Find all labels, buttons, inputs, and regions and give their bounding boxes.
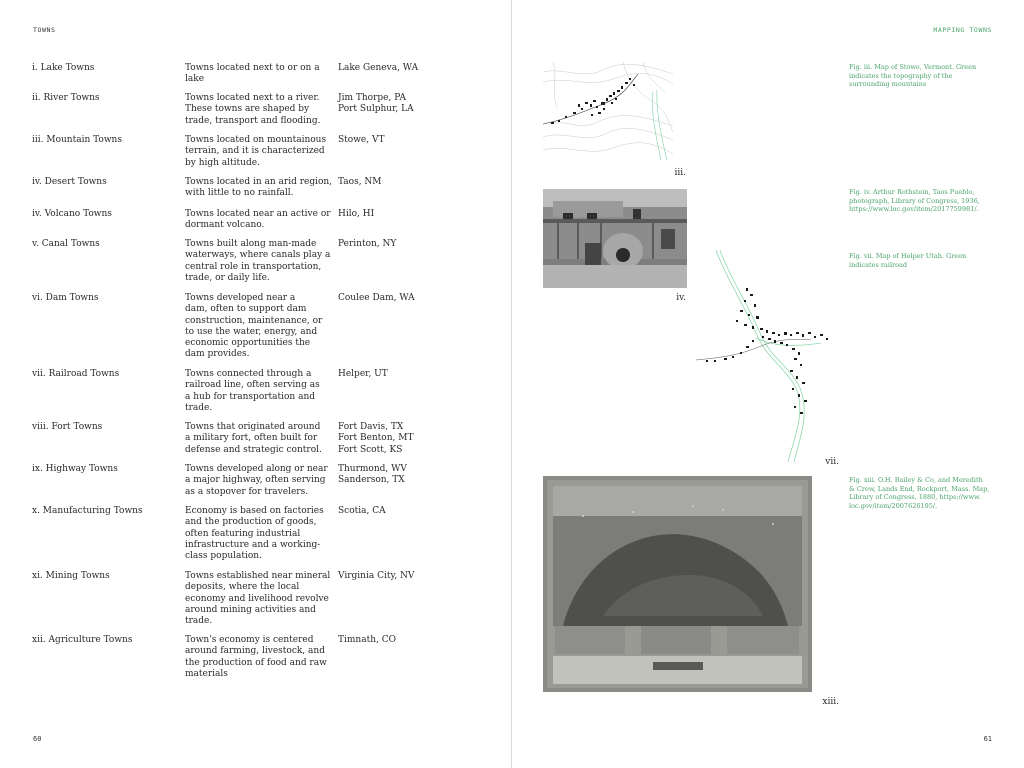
example-town [338,239,503,250]
town-type-description [185,464,333,498]
description-line: Towns located near an active or [185,209,331,219]
example-town [338,63,503,74]
running-head-left: TOWNS [33,26,56,34]
example-town [338,209,503,220]
example-town-line: Thurmond, WV [338,464,407,474]
example-town [338,635,503,646]
example-town [338,422,503,456]
town-type-name: iv. Desert Towns [32,177,107,187]
description-line: dam provides. [185,349,250,360]
description-line: Towns located on mountainous [185,135,327,145]
description-line: construction, maintenance, or [185,315,323,326]
town-type-description [185,635,333,680]
figure-numeral-iii: iii. [674,168,686,178]
town-type-description [185,135,333,169]
description-line: class population. [185,551,262,562]
town-type-description [185,506,333,562]
example-town-line: Perinton, NY [338,239,397,249]
town-type-name: xii. Agriculture Towns [32,635,133,645]
stowe-map-figure [543,62,673,162]
description-line: deposits, where the local [185,582,300,593]
town-type-description [185,571,333,627]
taos-pueblo-photograph [543,189,687,288]
description-line: trade, transport and flooding. [185,115,321,126]
example-town-line: Coulee Dam, WA [338,293,415,303]
town-type-name: viii. Fort Towns [32,422,103,432]
description-line: around mining activities and [185,604,316,615]
example-town [338,369,503,380]
description-line: and the production of goods, [185,517,317,528]
description-line: a military fort, often built for [185,433,318,444]
description-line: by high altitude. [185,157,260,168]
town-type-description [185,93,333,127]
town-type-name: ii. River Towns [32,93,100,103]
town-type-name: vii. Railroad Towns [32,369,120,379]
town-type-name: x. Manufacturing Towns [32,506,143,516]
caption-fig-vii: Fig. vii. Map of Helper Utah. Green indicates railroad [849,252,967,269]
page-number-right: 61 [983,735,992,743]
example-town-line: Scotia, CA [338,506,386,516]
description-line: waterways, where canals play a [185,250,331,261]
example-town-line: Fort Scott, KS [338,444,403,455]
example-town [338,464,503,487]
description-line: terrain, and it is characterized [185,146,325,157]
example-town-line: Port Sulphur, LA [338,104,414,115]
example-town-line: Fort Davis, TX [338,422,404,432]
description-line: dormant volcano. [185,220,265,231]
description-line: to use the water, energy, and [185,326,318,337]
caption-fig-xiii: Fig. xiii. O.H. Bailey & Co, and Meredith & Crow, Lands End, Rockport, Mass. Map, Library of Congress, 1880, https://www. loc.gov/item/2007626195/. [849,476,990,510]
description-line: Towns located next to a river. [185,93,320,103]
description-line: Towns that originated around [185,422,321,432]
town-type-description [185,239,333,284]
example-town-line: Timnath, CO [338,635,396,645]
town-type-name: i. Lake Towns [32,63,95,73]
town-type-name: ix. Highway Towns [32,464,118,474]
description-line: Towns developed near a [185,293,296,303]
town-type-description [185,293,333,361]
description-line: defense and strategic control. [185,444,322,455]
town-type-name: iv. Volcano Towns [32,209,112,219]
example-town-line: Jim Thorpe, PA [338,93,406,103]
town-type-description [185,63,333,86]
example-town [338,135,503,146]
town-type-name: vi. Dam Towns [32,293,99,303]
description-line: economic opportunities the [185,338,311,349]
description-line: Towns built along man-made [185,239,317,249]
description-line: a major highway, often serving [185,475,326,486]
description-line: infrastructure and a working- [185,539,321,550]
description-line: These towns are shaped by [185,104,310,115]
example-town [338,571,503,582]
running-head-right: MAPPING TOWNS [933,26,992,34]
figure-numeral-xiii: xiii. [822,697,839,707]
town-type-name: v. Canal Towns [32,239,100,249]
description-line: central role in transportation, [185,261,322,272]
caption-fig-iv: Fig. iv. Arthur Rothstein, Taos Pueblo, photograph, Library of Congress, 1936, https://www.loc.gov/item/2017759981/. [849,188,980,213]
example-town-line: Fort Benton, MT [338,433,414,444]
description-line: materials [185,668,228,679]
town-type-description [185,177,333,200]
example-town-line: Lake Geneva, WA [338,63,419,73]
description-line: Towns connected through a [185,369,312,379]
description-line: Towns established near mineral [185,571,331,581]
description-line: trade. [185,402,213,413]
example-town [338,93,503,116]
caption-fig-iii: Fig. iii. Map of Stowe, Vermont. Green indicates the topography of the surrounding mountains [849,63,977,88]
helper-map-figure [696,248,846,463]
town-type-name: iii. Mountain Towns [32,135,122,145]
example-town-line: Virginia City, NV [338,571,415,581]
town-type-description [185,422,333,456]
example-town [338,506,503,517]
description-line: often featuring industrial [185,528,301,539]
description-line: the production of food and raw [185,657,327,668]
description-line: as a stopover for travelers. [185,486,309,497]
page-number-left: 60 [33,735,42,743]
example-town [338,177,503,188]
town-type-description [185,369,333,414]
description-line: Towns developed along or near [185,464,328,474]
description-line: railroad line, often serving as [185,380,320,391]
example-town-line: Sanderson, TX [338,475,405,486]
example-town [338,293,503,304]
town-type-name: xi. Mining Towns [32,571,110,581]
description-line: a hub for transportation and [185,391,316,402]
description-line: around farming, livestock, and [185,646,325,657]
example-town-line: Taos, NM [338,177,382,187]
figure-numeral-vii: vii. [825,457,839,467]
description-line: Town's economy is centered [185,635,314,645]
description-line: trade. [185,616,213,627]
description-line: economy and livelihood revolve [185,593,329,604]
description-line: with little to no rainfall. [185,188,294,199]
figure-numeral-iv: iv. [676,293,686,303]
lands-end-map-figure [543,476,812,692]
description-line: lake [185,74,205,85]
description-line: Towns located next to or on a [185,63,320,73]
example-town-line: Hilo, HI [338,209,375,219]
example-town-line: Helper, UT [338,369,388,379]
left-page [0,0,511,768]
town-type-description [185,209,333,232]
description-line: Towns located in an arid region, [185,177,333,187]
example-town-line: Stowe, VT [338,135,385,145]
description-line: trade, or daily life. [185,272,270,283]
description-line: dam, often to support dam [185,304,307,315]
description-line: Economy is based on factories [185,506,324,516]
